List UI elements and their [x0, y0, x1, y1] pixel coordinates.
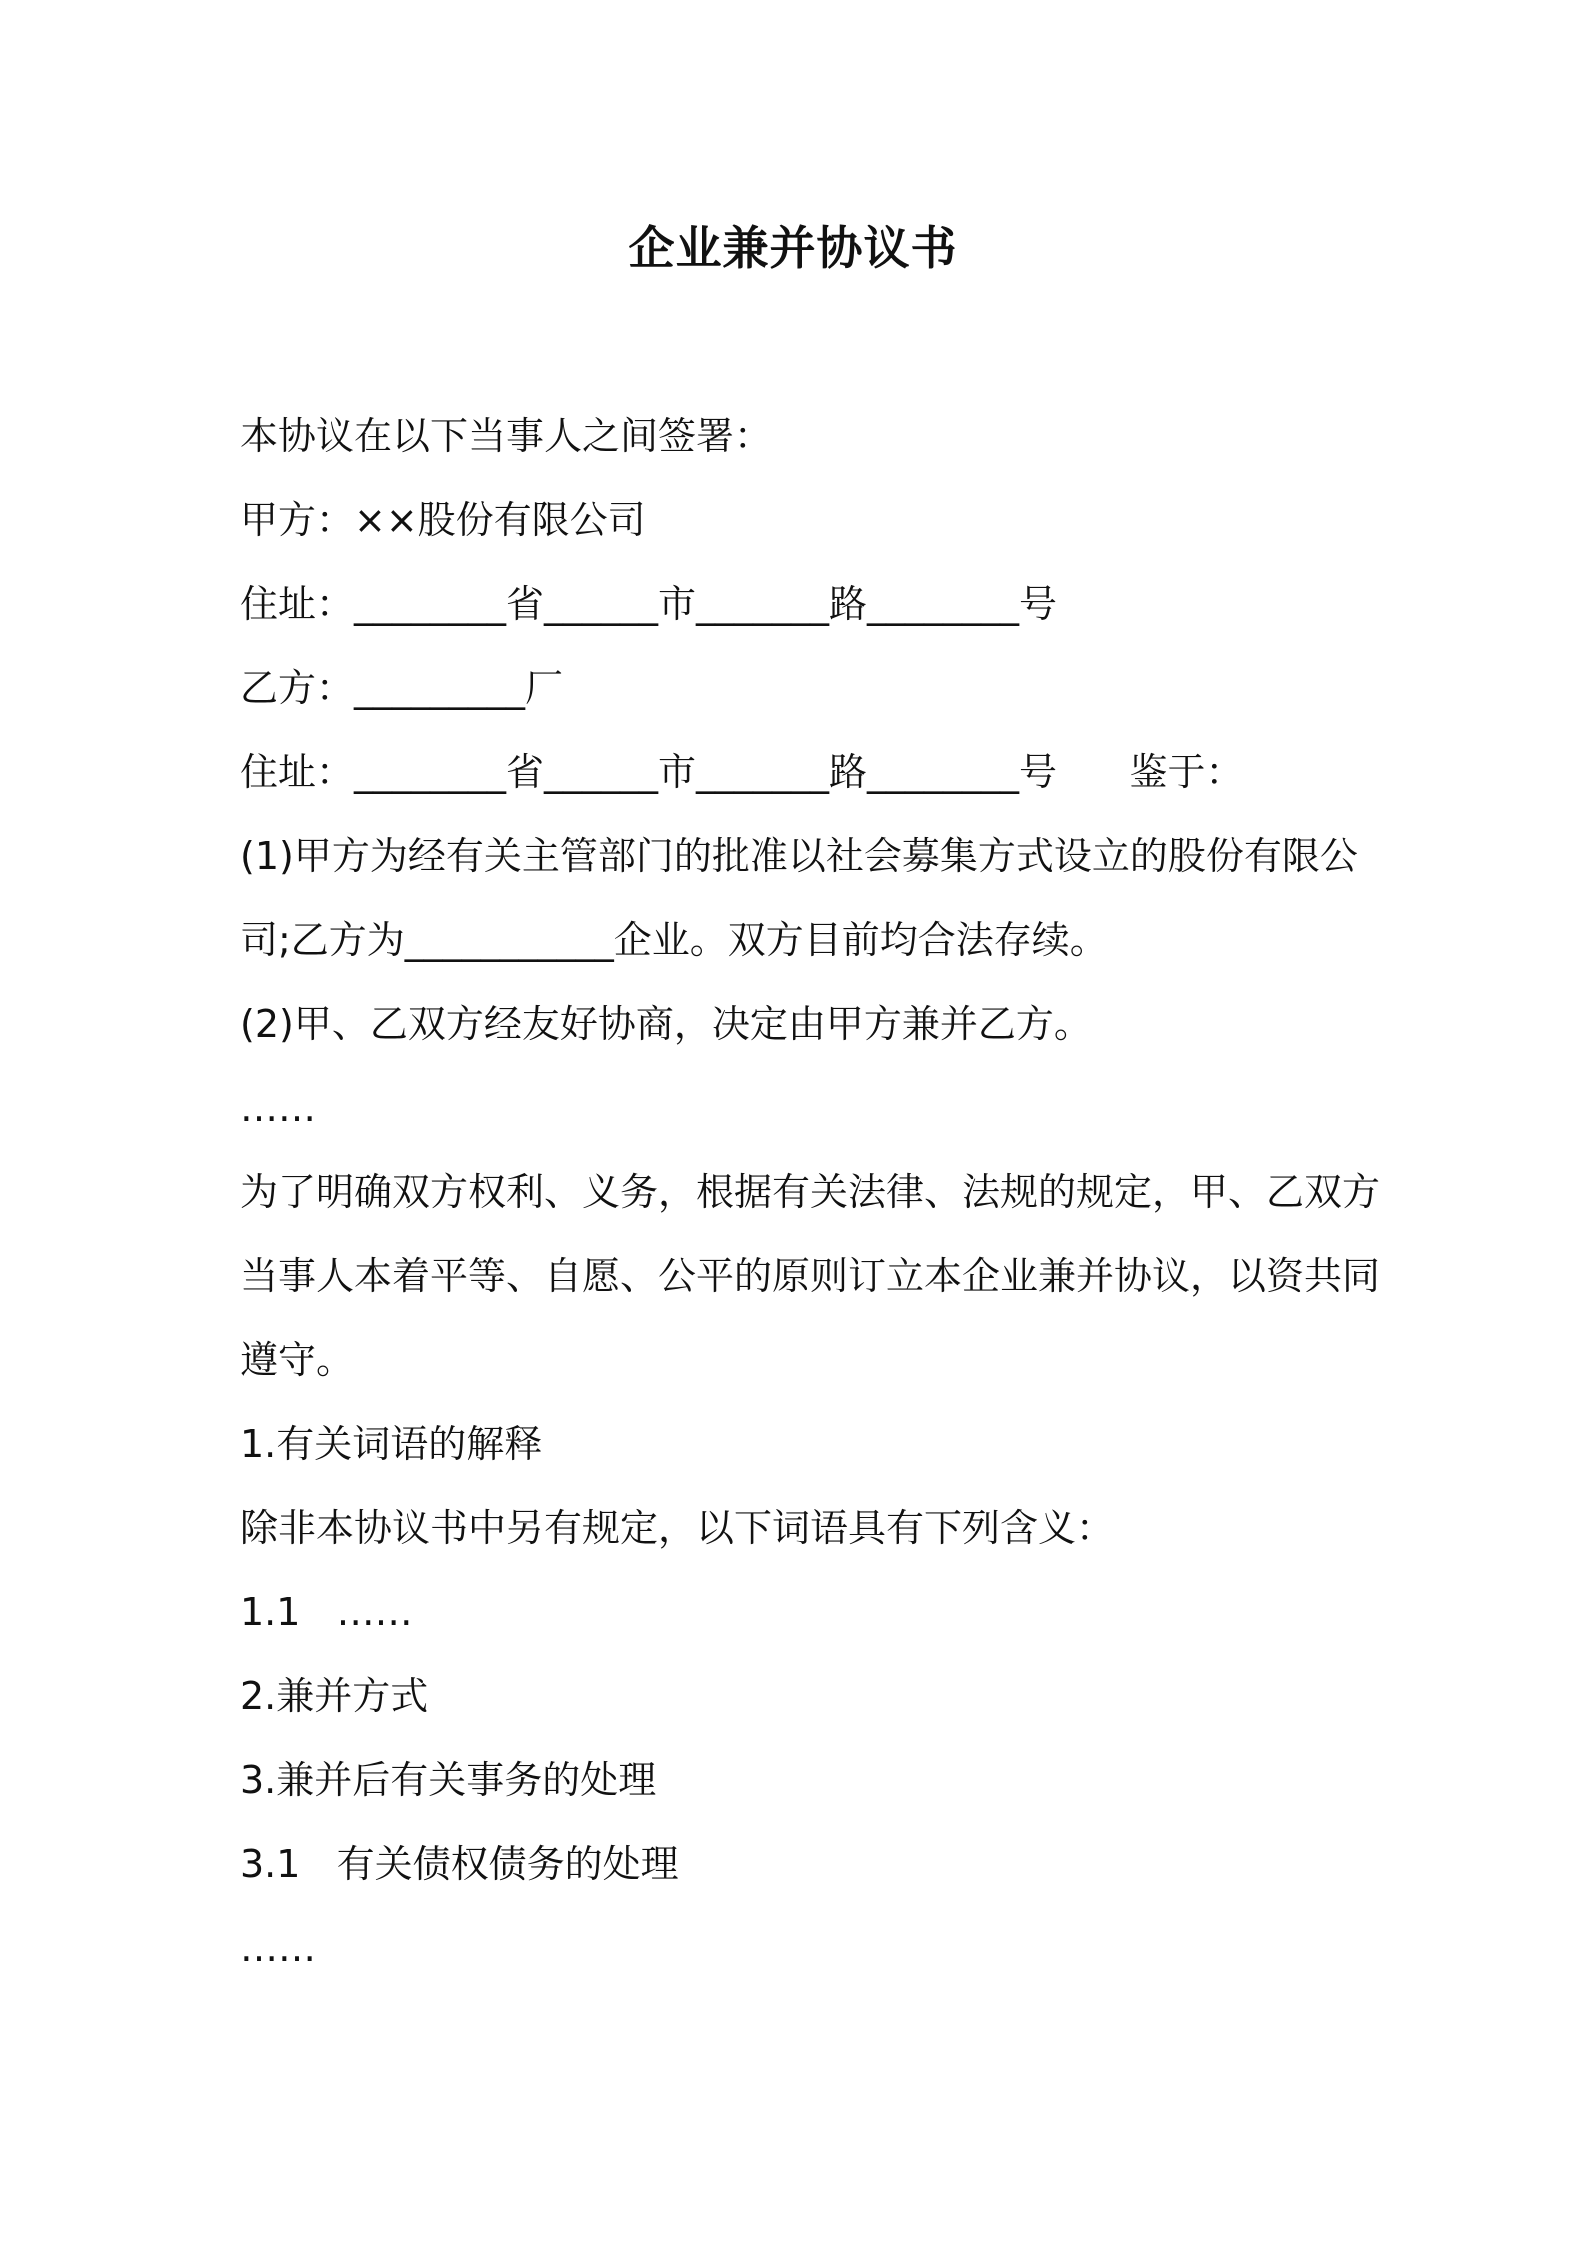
text-line: 除非本协议书中另有规定，以下词语具有下列含义： — [240, 1506, 1115, 1550]
text-line: 住址：________省______市_______路________号 鉴于： — [240, 750, 1244, 794]
text-line: …… — [240, 1086, 316, 1130]
text-line: 乙方：_________厂 — [240, 666, 564, 710]
text-line: 住址：________省______市_______路________号 — [240, 582, 1058, 626]
text-line: 当事人本着平等、自愿、公平的原则订立本企业兼并协议，以资共同 — [240, 1254, 1381, 1298]
text-line: …… — [240, 1926, 316, 1970]
text-line: (1)甲方为经有关主管部门的批准以社会募集方式设立的股份有限公 — [240, 834, 1358, 878]
text-line: 1.有关词语的解释 — [240, 1422, 543, 1466]
text-line: 本协议在以下当事人之间签署： — [240, 414, 773, 458]
document-title: 企业兼并协议书 — [628, 221, 958, 275]
text-line: (2)甲、乙双方经友好协商，决定由甲方兼并乙方。 — [240, 1002, 1092, 1046]
text-line: 1.1 …… — [240, 1590, 413, 1634]
text-line: 司;乙方为___________企业。双方目前均合法存续。 — [240, 918, 1108, 962]
text-line: 3.兼并后有关事务的处理 — [240, 1758, 657, 1802]
text-line: 甲方：××股份有限公司 — [240, 498, 646, 542]
text-line: 为了明确双方权利、义务，根据有关法律、法规的规定，甲、乙双方 — [240, 1170, 1381, 1214]
text-line: 2.兼并方式 — [240, 1674, 429, 1718]
text-line: 3.1 有关债权债务的处理 — [240, 1842, 679, 1886]
text-line: 遵守。 — [240, 1338, 355, 1382]
